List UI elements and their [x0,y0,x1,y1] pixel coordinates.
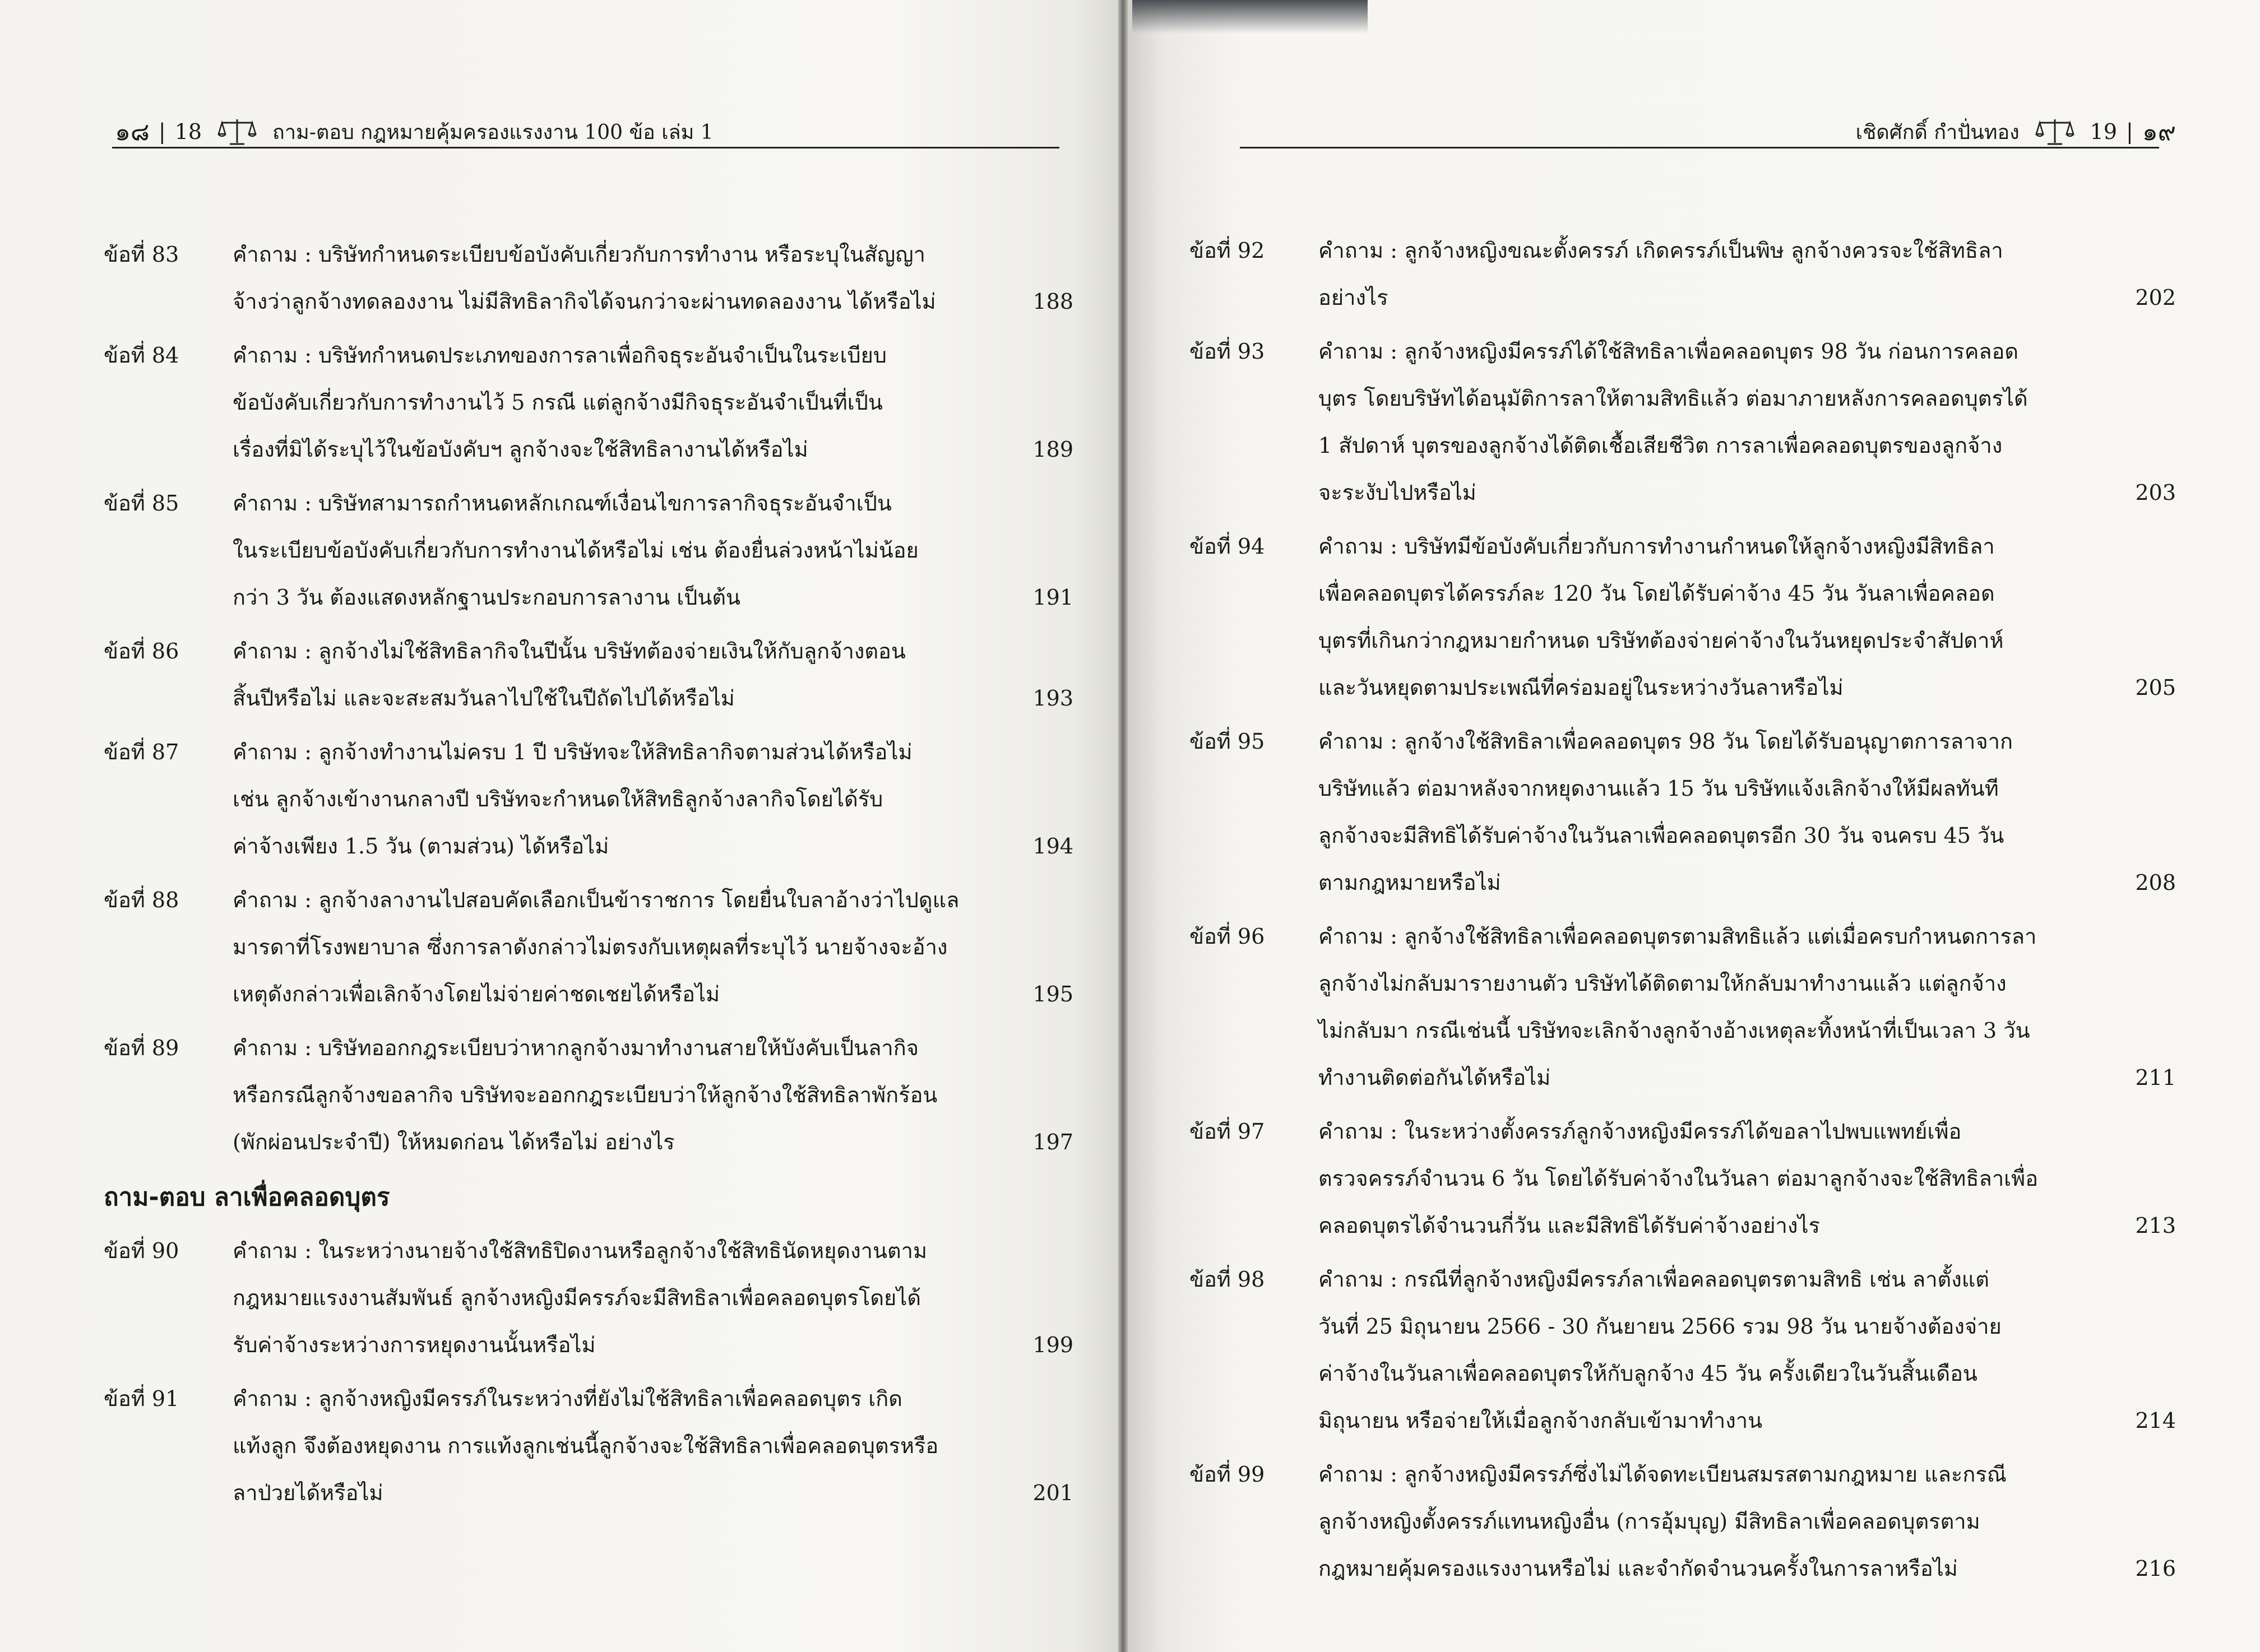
question-text-line: มิถุนายน หรือจ่ายให้เมื่อลูกจ้างกลับเข้ามาทำงาน [1318,1408,1763,1433]
section-heading: ถาม-ตอบ ลาเพื่อคลอดบุตร [104,1183,390,1212]
question-text-line: คลอดบุตรได้จำนวนกี่วัน และมีสิทธิได้รับค่าจ้างอย่างไร [1318,1213,1820,1238]
question-text-line: คำถาม : ลูกจ้างใช้สิทธิลาเพื่อคลอดบุตร 98 วัน โดยได้รับอนุญาตการลาจาก [1318,729,2013,754]
toc-entry [1189,328,2182,516]
question-text [1189,227,2182,321]
question-text-line: กฎหมายแรงงานสัมพันธ์ ลูกจ้างหญิงมีครรภ์จะมีสิทธิลาเพื่อคลอดบุตรโดยได้ [233,1286,921,1310]
question-text-line: ลูกจ้างหญิงตั้งครรภ์แทนหญิงอื่น (การอุ้มบุญ) มีสิทธิลาเพื่อคลอดบุตรตาม [1318,1509,1980,1534]
question-number: ข้อที่ 85 [104,491,179,516]
toc-entry [104,728,1079,870]
toc-entry [104,1227,1079,1368]
toc-entry [1189,913,2182,1101]
toc-entry [104,480,1079,621]
toc-entry [1189,227,2182,321]
question-text-line: คำถาม : ลูกจ้างใช้สิทธิลาเพื่อคลอดบุตรตามสิทธิแล้ว แต่เมื่อครบกำหนดการลา [1318,924,2037,949]
question-text-line: คำถาม : บริษัทกำหนดระเบียบข้อบังคับเกี่ยวกับการทำงาน หรือระบุในสัญญา [233,242,925,267]
question-text-line: หรือกรณีลูกจ้างขอลากิจ บริษัทจะออกกฎระเบียบว่าให้ลูกจ้างใช้สิทธิลาพักร้อน [233,1083,938,1107]
question-text-line: 1 สัปดาห์ บุตรของลูกจ้างได้ติดเชื้อเสียชีวิต การลาเพื่อคลอดบุตรของลูกจ้าง [1318,433,2003,458]
question-text-line: แท้งลูก จึงต้องหยุดงาน การแท้งลูกเช่นนี้ลูกจ้างจะใช้สิทธิลาเพื่อคลอดบุตรหรือ [233,1433,939,1458]
scales-of-justice-icon [217,117,257,146]
toc-entry [104,1375,1079,1516]
question-text-line: บริษัทแล้ว ต่อมาหลังจากหยุดงานแล้ว 15 วัน บริษัทแจ้งเลิกจ้างให้มีผลทันที [1318,776,1999,801]
toc-entry [1189,1256,2182,1444]
question-text-line: ค่าจ้างในวันลาเพื่อคลอดบุตรให้กับลูกจ้าง 45 วัน ครั้งเดียวในวันสิ้นเดือน [1318,1361,1978,1386]
page-reference: 213 [2135,1213,2176,1238]
question-text-line: ตามกฎหมายหรือไม่ [1318,870,1501,895]
question-text-line: คำถาม : บริษัทออกกฎระเบียบว่าหากลูกจ้างมาทำงานสายให้บังคับเป็นลากิจ [233,1036,919,1060]
page-corner-shadow [1132,0,1368,34]
toc-entry [104,628,1079,722]
question-number: ข้อที่ 97 [1189,1119,1265,1144]
page-number-separator: | [2126,119,2133,144]
question-text [1189,328,2182,516]
question-text-line: คำถาม : ในระหว่างนายจ้างใช้สิทธิปิดงานหรือลูกจ้างใช้สิทธินัดหยุดงานตาม [233,1238,928,1263]
question-text [104,332,1079,473]
question-text-line: บุตรที่เกินกว่ากฎหมายกำหนด บริษัทต้องจ่ายค่าจ้างในวันหยุดประจำสัปดาห์ [1318,628,2004,653]
page-number-thai: ๑๘ [115,118,150,146]
question-text-line: ไม่กลับมา กรณีเช่นนี้ บริษัทจะเลิกจ้างลูกจ้างอ้างเหตุละทิ้งหน้าที่เป็นเวลา 3 วัน [1318,1018,2030,1043]
question-text [1189,1108,2182,1249]
question-text-line: กฎหมายคุ้มครองแรงงานหรือไม่ และจำกัดจำนวนครั้งในการลาหรือไม่ [1318,1556,1958,1581]
page-reference: 214 [2135,1408,2176,1433]
toc-entry [1189,523,2182,711]
question-number: ข้อที่ 95 [1189,729,1265,754]
left-page [0,0,1118,1652]
page-reference: 201 [1032,1481,1073,1505]
question-text [104,876,1079,1018]
question-text-line: คำถาม : ลูกจ้างทำงานไม่ครบ 1 ปี บริษัทจะให้สิทธิลากิจตามส่วนได้หรือไม่ [233,740,913,764]
question-text-line: จ้างว่าลูกจ้างทดลองงาน ไม่มีสิทธิลากิจได้จนกว่าจะผ่านทดลองงาน ได้หรือไม่ [233,289,936,314]
question-text-line: วันที่ 25 มิถุนายน 2566 - 30 กันยายน 2566 รวม 98 วัน นายจ้างต้องจ่าย [1318,1314,2002,1339]
toc-list-right [1189,227,2182,1599]
scales-of-justice-icon [2035,117,2074,146]
toc-entry [1189,718,2182,906]
question-text-line: คำถาม : บริษัทกำหนดประเภทของการลาเพื่อกิจธุระอันจำเป็นในระเบียบ [233,343,887,368]
page-reference: 193 [1032,686,1073,711]
question-text-line: เรื่องที่มิได้ระบุไว้ในข้อบังคับฯ ลูกจ้างจะใช้สิทธิลางานได้หรือไม่ [233,437,808,462]
question-number: ข้อที่ 94 [1189,534,1265,559]
question-text-line: คำถาม : ลูกจ้างไม่ใช้สิทธิลากิจในปีนั้น บริษัทต้องจ่ายเงินให้กับลูกจ้างตอน [233,639,906,663]
page-reference: 216 [2135,1556,2176,1581]
page-reference: 202 [2135,285,2176,310]
question-text-line: ลูกจ้างไม่กลับมารายงานตัว บริษัทได้ติดตามให้กลับมาทำงานแล้ว แต่ลูกจ้าง [1318,971,2007,996]
question-text-line: จะระงับไปหรือไม่ [1318,480,1476,505]
page-reference: 195 [1032,982,1073,1006]
question-text-line: คำถาม : ลูกจ้างหญิงขณะตั้งครรภ์ เกิดครรภ์เป็นพิษ ลูกจ้างควรจะใช้สิทธิลา [1318,238,2003,263]
question-number: ข้อที่ 83 [104,242,179,267]
question-text [104,1024,1079,1166]
question-text-line: ทำงานติดต่อกันได้หรือไม่ [1318,1065,1551,1090]
page-reference: 199 [1032,1333,1073,1357]
toc-entry [1189,1108,2182,1249]
page-reference: 197 [1032,1130,1073,1154]
question-number: ข้อที่ 90 [104,1238,179,1263]
question-number: ข้อที่ 92 [1189,238,1265,263]
toc-list-left [104,231,1079,1523]
question-text [1189,523,2182,711]
question-text [1189,1451,2182,1592]
question-text-line: กว่า 3 วัน ต้องแสดงหลักฐานประกอบการลางาน เป็นต้น [233,585,740,610]
question-text-line: ตรวจครรภ์จำนวน 6 วัน โดยได้รับค่าจ้างในวันลา ต่อมาลูกจ้างจะใช้สิทธิลาเพื่อ [1318,1166,2039,1191]
question-text [1189,1256,2182,1444]
question-text-line: คำถาม : ลูกจ้างลางานไปสอบคัดเลือกเป็นข้าราชการ โดยยื่นใบลาอ้างว่าไปดูแล [233,888,960,912]
book-gutter [1118,0,1128,1652]
page-number-separator: | [158,119,166,144]
page-reference: 189 [1032,437,1073,462]
question-text-line: มารดาที่โรงพยาบาล ซึ่งการลาดังกล่าวไม่ตรงกับเหตุผลที่ระบุไว้ นายจ้างจะอ้าง [233,935,948,959]
question-text-line: สิ้นปีหรือไม่ และจะสะสมวันลาไปใช้ในปีถัดไปได้หรือไม่ [233,686,735,711]
page-reference: 203 [2135,480,2176,505]
question-text-line: เช่น ลูกจ้างเข้างานกลางปี บริษัทจะกำหนดให้สิทธิลูกจ้างลากิจโดยได้รับ [233,787,883,811]
page-reference: 191 [1032,585,1073,610]
question-text-line: บุตร โดยบริษัทได้อนุมัติการลาให้ตามสิทธิแล้ว ต่อมาภายหลังการคลอดบุตรได้ [1318,386,2028,411]
question-text [104,1375,1079,1516]
question-number: ข้อที่ 88 [104,888,179,912]
question-number: ข้อที่ 89 [104,1036,179,1060]
toc-entry [104,332,1079,473]
question-text [104,1227,1079,1368]
page-reference: 205 [2135,675,2176,700]
toc-entry [1189,1451,2182,1592]
question-text-line: เพื่อคลอดบุตรได้ครรภ์ละ 120 วัน โดยได้รับค่าจ้าง 45 วัน วันลาเพื่อคลอด [1318,581,1995,606]
page-number: 19 [2090,119,2118,144]
question-text-line: เหตุดังกล่าวเพื่อเลิกจ้างโดยไม่จ่ายค่าชดเชยได้หรือไม่ [233,982,720,1006]
page-reference: 211 [2135,1065,2176,1090]
question-text-line: ลูกจ้างจะมีสิทธิได้รับค่าจ้างในวันลาเพื่อคลอดบุตรอีก 30 วัน จนครบ 45 วัน [1318,823,2004,848]
question-text [104,728,1079,870]
question-number: ข้อที่ 86 [104,639,179,663]
page-number: 18 [174,119,202,144]
left-page-header [115,112,714,151]
right-page-header [1856,112,2176,151]
page-reference: 188 [1032,289,1073,314]
question-text-line: คำถาม : ในระหว่างตั้งครรภ์ลูกจ้างหญิงมีครรภ์ได้ขอลาไปพบแพทย์เพื่อ [1318,1119,1962,1144]
question-text-line: คำถาม : ลูกจ้างหญิงมีครรภ์ซึ่งไม่ได้จดทะเบียนสมรสตามกฎหมาย และกรณี [1318,1462,2007,1487]
right-page [1128,0,2260,1652]
page-reference: 194 [1032,834,1073,859]
header-rule [112,147,1059,149]
question-text [104,628,1079,722]
question-number: ข้อที่ 91 [104,1386,179,1411]
question-text-line: ในระเบียบข้อบังคับเกี่ยวกับการทำงานได้หรือไม่ เช่น ต้องยื่นล่วงหน้าไม่น้อย [233,538,919,563]
question-number: ข้อที่ 93 [1189,339,1265,364]
page-number-thai: ๑๙ [2142,118,2176,146]
question-text-line: (พักผ่อนประจำปี) ให้หมดก่อน ได้หรือไม่ อย่างไร [233,1130,675,1154]
page-reference: 208 [2135,870,2176,895]
question-text [1189,913,2182,1101]
toc-entry [104,1024,1079,1166]
question-text [104,480,1079,621]
question-text-line: คำถาม : บริษัทสามารถกำหนดหลักเกณฑ์เงื่อนไขการลากิจธุระอันจำเป็น [233,491,892,516]
book-title: ถาม-ตอบ กฎหมายคุ้มครองแรงงาน 100 ข้อ เล่ม 1 [272,120,714,144]
question-number: ข้อที่ 99 [1189,1462,1265,1487]
question-text-line: คำถาม : ลูกจ้างหญิงมีครรภ์ได้ใช้สิทธิลาเพื่อคลอดบุตร 98 วัน ก่อนการคลอด [1318,339,2019,364]
question-number: ข้อที่ 87 [104,740,179,764]
question-text-line: รับค่าจ้างระหว่างการหยุดงานนั้นหรือไม่ [233,1333,596,1357]
question-text-line: อย่างไร [1318,285,1388,310]
question-text-line: และวันหยุดตามประเพณีที่คร่อมอยู่ในระหว่างวันลาหรือไม่ [1318,675,1844,700]
question-text-line: คำถาม : กรณีที่ลูกจ้างหญิงมีครรภ์ลาเพื่อคลอดบุตรตามสิทธิ เช่น ลาตั้งแต่ [1318,1267,1989,1292]
question-text-line: คำถาม : บริษัทมีข้อบังคับเกี่ยวกับการทำงานกำหนดให้ลูกจ้างหญิงมีสิทธิลา [1318,534,1995,559]
question-text-line: ค่าจ้างเพียง 1.5 วัน (ตามส่วน) ได้หรือไม่ [233,834,609,859]
author-name: เชิดศักดิ์ กำปั่นทอง [1855,120,2020,144]
question-number: ข้อที่ 98 [1189,1267,1265,1292]
question-number: ข้อที่ 84 [104,343,179,368]
toc-entry [104,231,1079,325]
question-text [104,231,1079,325]
question-text-line: ข้อบังคับเกี่ยวกับการทำงานไว้ 5 กรณี แต่ลูกจ้างมีกิจธุระอันจำเป็นที่เป็น [233,390,883,415]
question-text-line: คำถาม : ลูกจ้างหญิงมีครรภ์ในระหว่างที่ยังไม่ใช้สิทธิลาเพื่อคลอดบุตร เกิด [233,1386,902,1411]
question-text-line: ลาป่วยได้หรือไม่ [233,1481,383,1505]
question-text [1189,718,2182,906]
toc-entry [104,876,1079,1018]
question-number: ข้อที่ 96 [1189,924,1265,949]
